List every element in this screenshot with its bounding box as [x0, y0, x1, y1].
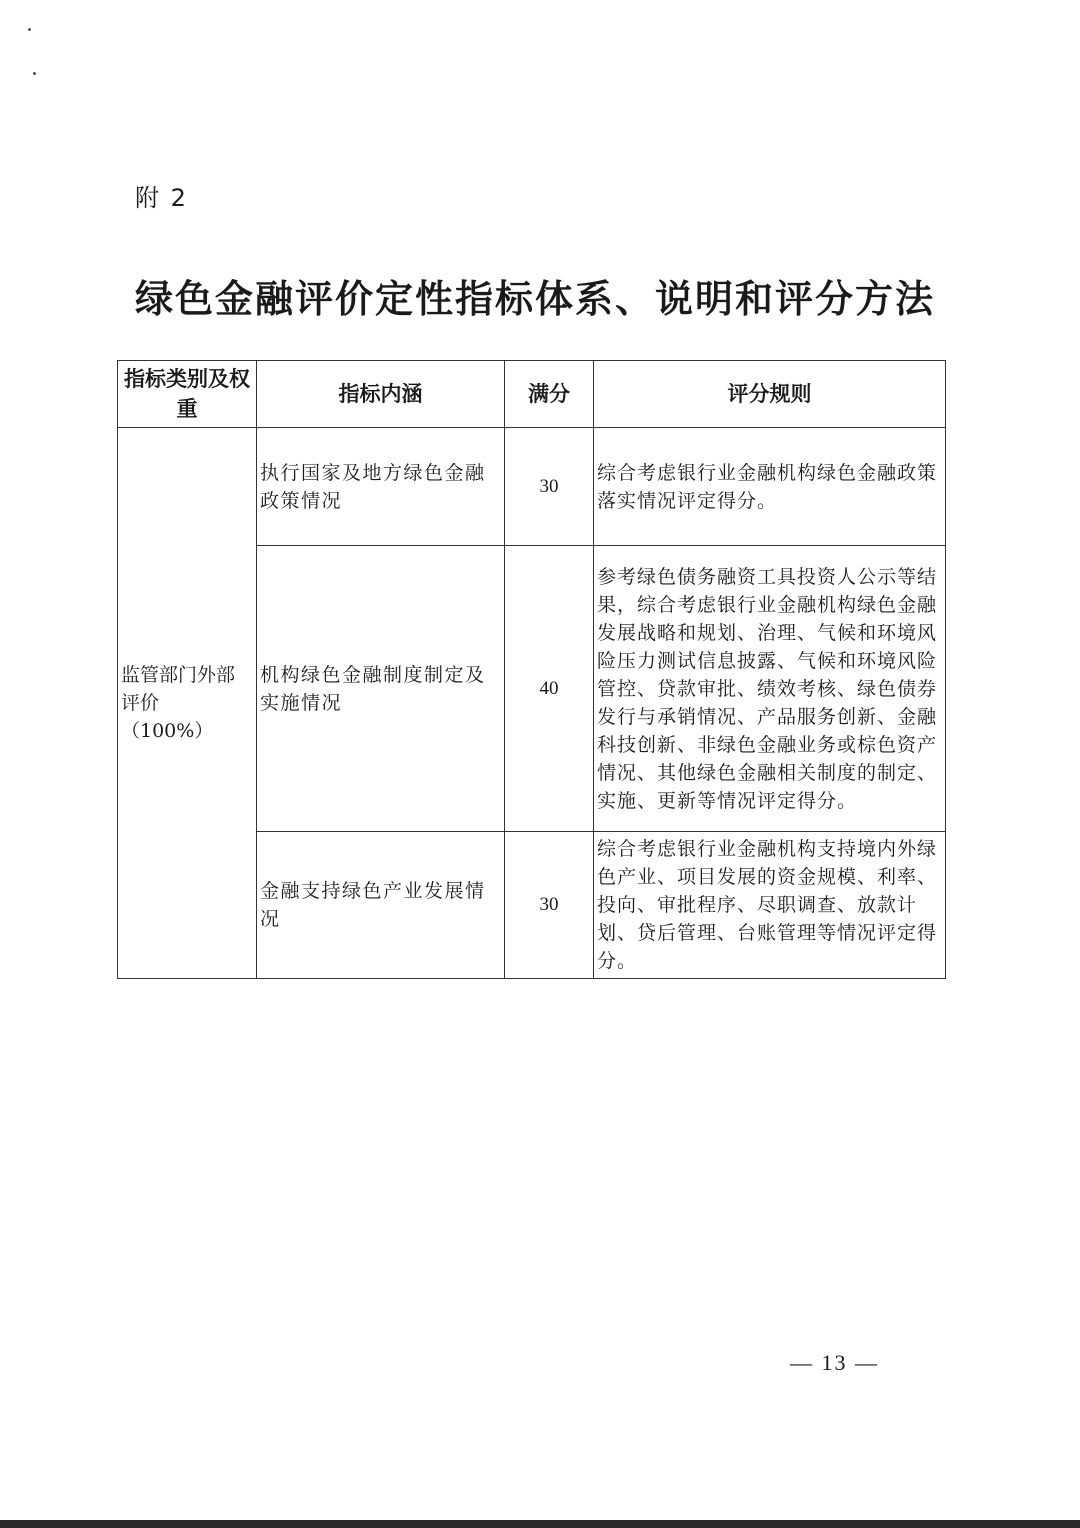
scoring-rule: 综合考虑银行业金融机构支持境内外绿色产业、项目发展的资金规模、利率、投向、审批程序、尽职调查、放款计划、贷后管理、台账管理等情况评定得分。 [594, 832, 946, 979]
indicator-content: 执行国家及地方绿色金融政策情况 [257, 428, 505, 546]
page-title: 绿色金融评价定性指标体系、说明和评分方法 [135, 277, 936, 321]
header-score: 满分 [505, 361, 594, 428]
category-weight: （100%） [121, 720, 214, 742]
scan-speck [33, 72, 36, 75]
full-score: 40 [505, 546, 594, 832]
full-score: 30 [505, 428, 594, 546]
indicator-table [117, 360, 946, 979]
category-line2: 评价 [121, 692, 160, 714]
indicator-content: 机构绿色金融制度制定及实施情况 [257, 546, 505, 832]
header-content: 指标内涵 [257, 361, 505, 428]
page-number: — 13 — [790, 1350, 879, 1375]
table-row [118, 428, 946, 546]
table-header-row [118, 361, 946, 428]
header-rule: 评分规则 [594, 361, 946, 428]
scan-bottom-edge [0, 1520, 1080, 1528]
indicator-content: 金融支持绿色产业发展情况 [257, 832, 505, 979]
scoring-rule: 综合考虑银行业金融机构绿色金融政策落实情况评定得分。 [594, 428, 946, 546]
scan-speck [28, 28, 31, 31]
scoring-rule: 参考绿色债务融资工具投资人公示等结果，综合考虑银行业金融机构绿色金融发展战略和规划、治理、气候和环境风险压力测试信息披露、气候和环境风险管控、贷款审批、绩效考核、绿色债券发行与承销情况、产品服务创新、金融科技创新、非绿色金融业务或棕色资产情况、其他绿色金融相关制度的制定、实施、更新等情况评定得分。 [594, 546, 946, 832]
category-line1: 监管部门外部 [121, 664, 236, 686]
header-category: 指标类别及权重 [118, 361, 257, 428]
annex-label: 附 2 [135, 184, 188, 212]
full-score: 30 [505, 832, 594, 979]
category-cell [118, 428, 257, 979]
